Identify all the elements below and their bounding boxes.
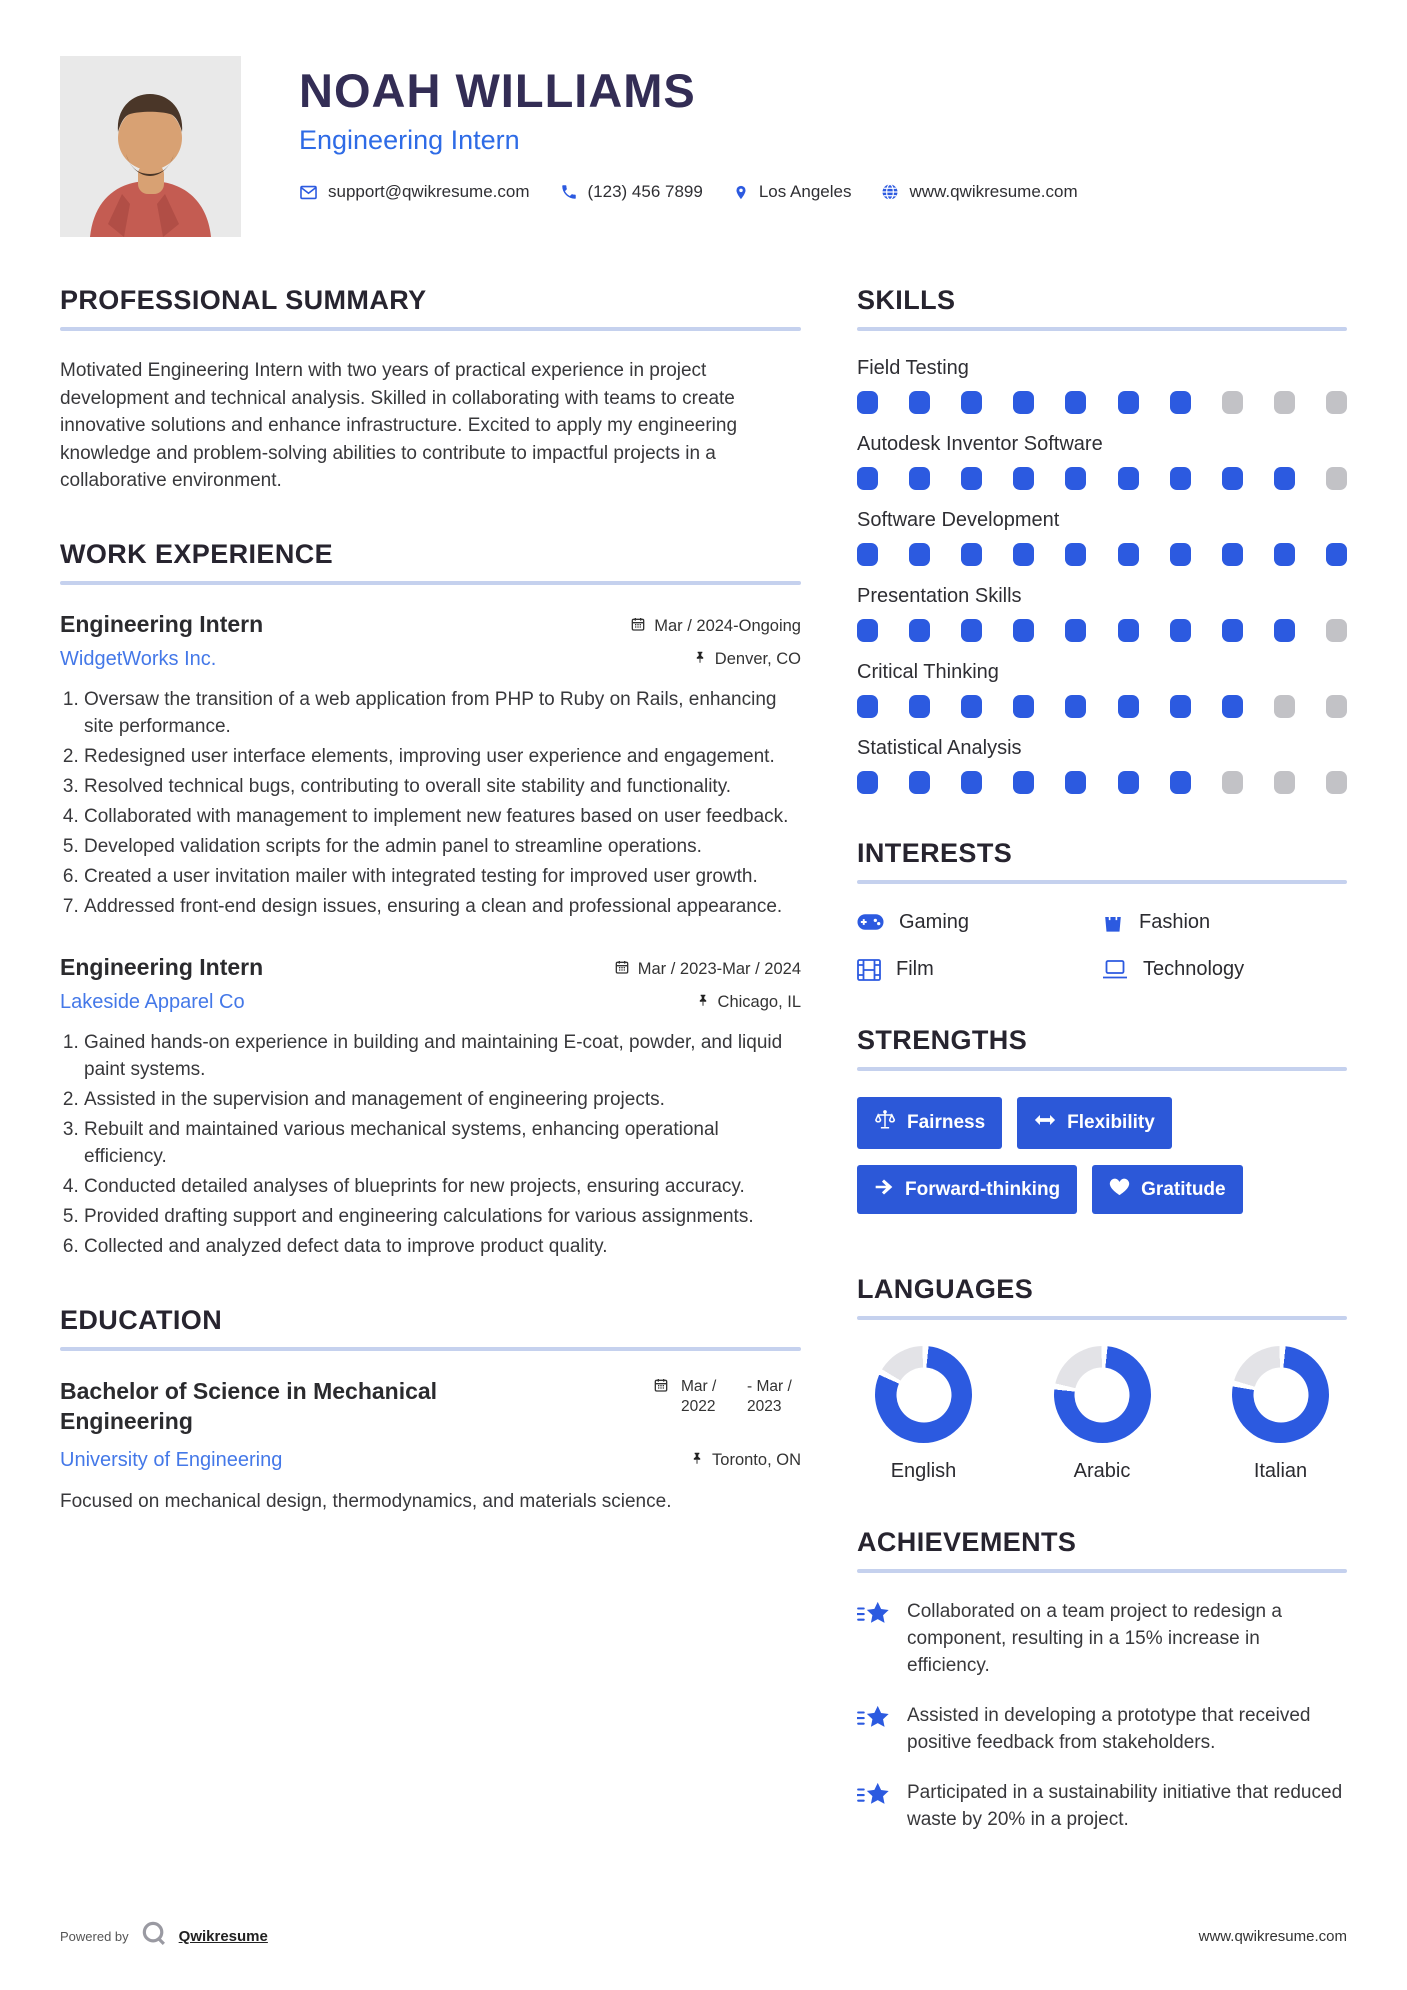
- interest-item: Gaming: [857, 910, 1102, 934]
- job-bullet-list: [60, 687, 801, 921]
- skill-level-dots: [857, 619, 1347, 642]
- job-date: Mar / 2024-Ongoing: [630, 616, 801, 637]
- job-bullet: 2. Redesigned user interface elements, improving user experience and engagement.: [84, 744, 801, 771]
- star-icon: [857, 1780, 891, 1834]
- education-heading: EDUCATION: [60, 1305, 223, 1336]
- qwikresume-logo: [139, 1919, 169, 1954]
- skills-heading: SKILLS: [857, 285, 956, 315]
- star-icon: [857, 1599, 891, 1680]
- interest-item: Film: [857, 958, 1102, 981]
- education-description: Focused on mechanical design, thermodynamics, and materials science.: [60, 1491, 672, 1513]
- job-bullet: 6. Collected and analyzed defect data to improve product quality.: [84, 1234, 801, 1261]
- location-icon: [733, 183, 749, 202]
- languages-section: [857, 1274, 1347, 1483]
- job-title: Engineering Intern: [60, 610, 264, 637]
- footer: [60, 1919, 1347, 1954]
- star-icon: [857, 1703, 891, 1757]
- section-underline: [857, 327, 1347, 331]
- heart-icon: [1109, 1177, 1130, 1202]
- header: [0, 0, 1407, 237]
- laptop-icon: [1102, 959, 1128, 980]
- job-bullet: 4. Collaborated with management to implement new features based on user feedback.: [84, 804, 801, 831]
- calendar-icon: [630, 616, 646, 637]
- strength-badge: Gratitude: [1092, 1165, 1242, 1214]
- calendar-icon: [614, 959, 630, 980]
- job-date: Mar / 2023-Mar / 2024: [614, 959, 801, 980]
- summary-section: [60, 285, 801, 495]
- language-donut-chart: [1054, 1346, 1151, 1443]
- section-underline: [857, 1316, 1347, 1320]
- skills-section: [857, 285, 1347, 794]
- summary-heading: PROFESSIONAL SUMMARY: [60, 285, 427, 315]
- languages-heading: LANGUAGES: [857, 1274, 1034, 1304]
- interests-section: [857, 838, 1347, 981]
- shopping-bag-icon: [1102, 910, 1124, 934]
- language-donut-chart: [1232, 1346, 1329, 1443]
- section-underline: [60, 581, 801, 585]
- scales-icon: [874, 1109, 896, 1137]
- contact-row: [299, 182, 1078, 202]
- strengths-heading: STRENGTHS: [857, 1025, 1028, 1055]
- skill-item: Statistical Analysis: [857, 737, 1347, 794]
- education-date: Mar / 2022 - Mar / 2023: [653, 1377, 801, 1437]
- work-heading: WORK EXPERIENCE: [60, 538, 334, 569]
- skill-level-dots: [857, 543, 1347, 566]
- skill-item: Autodesk Inventor Software: [857, 433, 1347, 490]
- skill-item: Critical Thinking: [857, 661, 1347, 718]
- strength-badge: Fairness: [857, 1097, 1002, 1149]
- achievements-section: [857, 1527, 1347, 1834]
- right-column: [857, 285, 1347, 1878]
- achievement-item: Participated in a sustainability initiative that reduced waste by 20% in a project.: [857, 1780, 1347, 1834]
- job-title: Engineering Intern: [60, 954, 264, 981]
- job-bullet: 3. Resolved technical bugs, contributing to overall site stability and functionality.: [84, 774, 801, 801]
- school-link[interactable]: University of Engineering: [60, 1449, 283, 1472]
- pushpin-icon: [690, 1450, 704, 1471]
- summary-text: Motivated Engineering Intern with two years of practical experience in project development and technical analysis. Skilled in collaborating with teams to create innovative solutions and enhance infrastructure. Excited to apply my engineering knowledge and problem-solving abilities to contribute to impactful projects in a collaborative environment.: [60, 360, 738, 492]
- email-icon: [299, 183, 318, 202]
- person-photo-illustration: [60, 56, 241, 237]
- language-item: English: [875, 1346, 972, 1483]
- job-location: Denver, CO: [693, 649, 801, 670]
- job-bullet: 7. Addressed front-end design issues, ensuring a clean and professional appearance.: [84, 894, 801, 921]
- job-bullet: 4. Conducted detailed analyses of blueprints for new projects, ensuring accuracy.: [84, 1174, 801, 1201]
- left-column: [60, 285, 801, 1878]
- content-columns: [0, 285, 1407, 1878]
- interests-heading: INTERESTS: [857, 838, 1013, 868]
- section-underline: [857, 1569, 1347, 1573]
- achievement-item: Collaborated on a team project to redesign a component, resulting in a 15% increase in efficiency.: [857, 1599, 1347, 1680]
- footer-website[interactable]: www.qwikresume.com: [1198, 1928, 1347, 1945]
- achievements-heading: ACHIEVEMENTS: [857, 1527, 1077, 1557]
- skill-level-dots: [857, 771, 1347, 794]
- calendar-icon: [653, 1377, 669, 1398]
- language-item: Italian: [1232, 1346, 1329, 1483]
- candidate-title: Engineering Intern: [299, 125, 520, 156]
- job-bullet: 5. Provided drafting support and engineering calculations for various assignments.: [84, 1204, 801, 1231]
- job-entry: [60, 954, 801, 1261]
- section-underline: [857, 1067, 1347, 1071]
- skill-item: Presentation Skills: [857, 585, 1347, 642]
- job-location: Chicago, IL: [696, 992, 801, 1013]
- skill-item: Software Development: [857, 509, 1347, 566]
- job-bullet: 3. Rebuilt and maintained various mechanical systems, enhancing operational efficiency.: [84, 1117, 801, 1171]
- contact-email[interactable]: support@qwikresume.com: [299, 182, 530, 202]
- interest-item: Fashion: [1102, 910, 1347, 934]
- job-bullet: 6. Created a user invitation mailer with integrated testing for improved user growth.: [84, 864, 801, 891]
- right-arrow-icon: [874, 1178, 894, 1202]
- section-underline: [60, 327, 801, 331]
- candidate-name: NOAH WILLIAMS: [299, 64, 696, 117]
- powered-by-label: Powered by: [60, 1929, 129, 1944]
- skill-level-dots: [857, 391, 1347, 414]
- film-icon: [857, 959, 881, 981]
- interest-item: Technology: [1102, 958, 1347, 981]
- strength-badge: Flexibility: [1017, 1097, 1172, 1149]
- achievement-item: Assisted in developing a prototype that received positive feedback from stakeholders.: [857, 1703, 1347, 1757]
- pushpin-icon: [696, 992, 710, 1013]
- phone-icon: [560, 183, 578, 201]
- degree-title: Bachelor of Science in Mechanical Engineering: [60, 1378, 438, 1435]
- job-entry: [60, 611, 801, 921]
- section-underline: [60, 1347, 801, 1351]
- strengths-section: [857, 1025, 1347, 1230]
- skill-item: Field Testing: [857, 357, 1347, 414]
- strength-badge: Forward-thinking: [857, 1165, 1077, 1214]
- job-bullet-list: [60, 1030, 801, 1261]
- globe-icon: [881, 183, 899, 201]
- job-bullet: 1. Gained hands-on experience in building and maintaining E-coat, powder, and liquid paint systems.: [84, 1030, 801, 1084]
- contact-phone: (123) 456 7899: [560, 182, 703, 202]
- education-location: Toronto, ON: [690, 1450, 801, 1471]
- pushpin-icon: [693, 649, 707, 670]
- contact-website[interactable]: www.qwikresume.com: [881, 182, 1077, 202]
- company-link[interactable]: WidgetWorks Inc.: [60, 647, 217, 670]
- education-section: [60, 1305, 801, 1515]
- company-link[interactable]: Lakeside Apparel Co: [60, 991, 245, 1014]
- left-right-arrow-icon: [1034, 1112, 1056, 1134]
- skill-level-dots: [857, 695, 1347, 718]
- job-bullet: 5. Developed validation scripts for the admin panel to streamline operations.: [84, 834, 801, 861]
- language-item: Arabic: [1054, 1346, 1151, 1483]
- job-bullet: 1. Oversaw the transition of a web application from PHP to Ruby on Rails, enhancing site performance.: [84, 687, 801, 741]
- gamepad-icon: [857, 913, 884, 931]
- job-bullet: 2. Assisted in the supervision and management of engineering projects.: [84, 1087, 801, 1114]
- work-experience-section: [60, 539, 801, 1262]
- profile-photo: [60, 56, 241, 237]
- contact-location: Los Angeles: [733, 182, 852, 202]
- language-donut-chart: [875, 1346, 972, 1443]
- skill-level-dots: [857, 467, 1347, 490]
- qwikresume-link[interactable]: Qwikresume: [178, 1928, 268, 1945]
- section-underline: [857, 880, 1347, 884]
- header-identity: [299, 56, 1078, 237]
